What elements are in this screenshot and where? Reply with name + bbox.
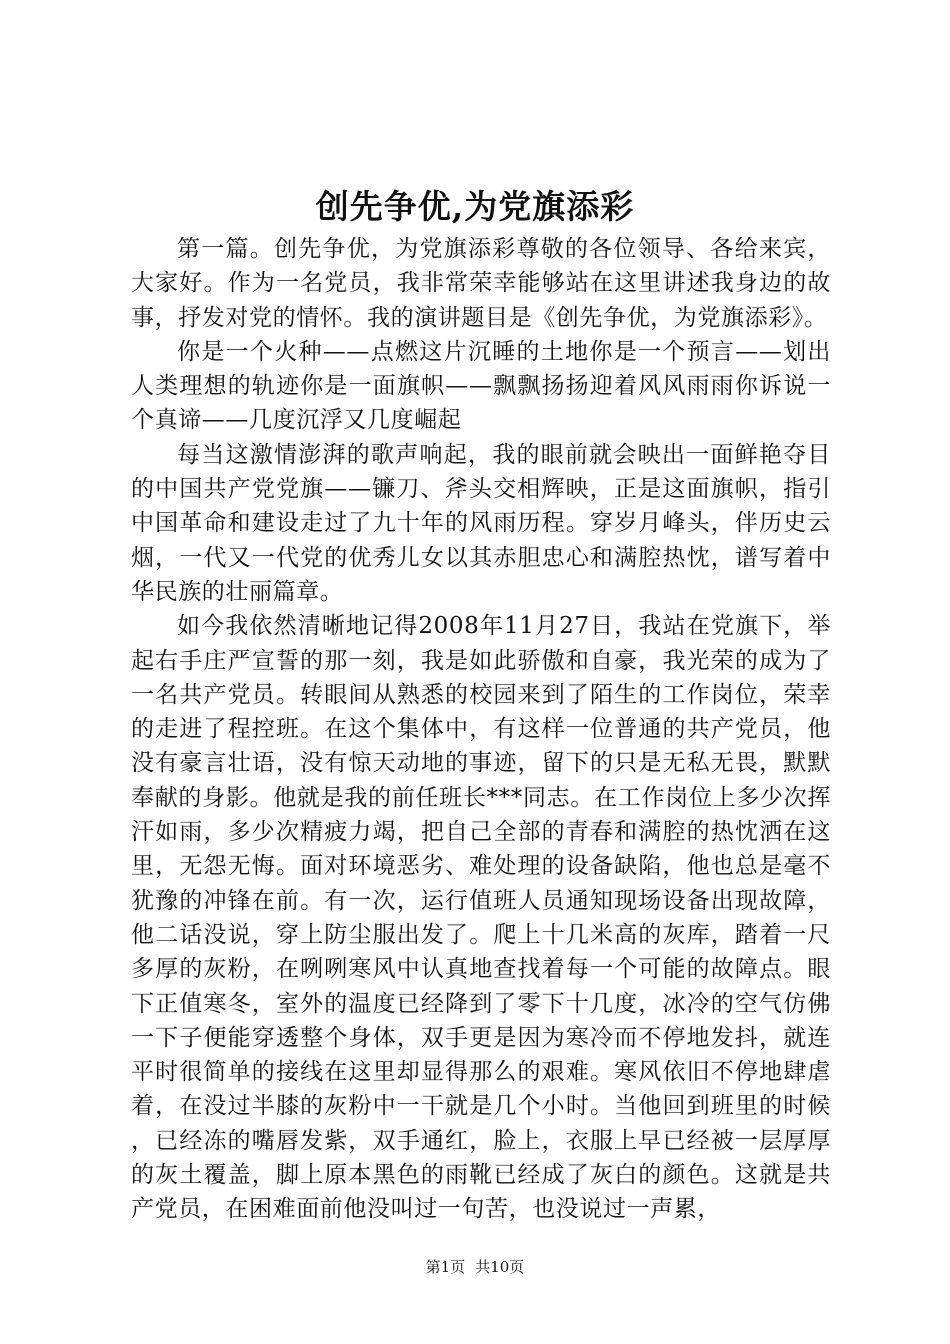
paragraph: 每当这激情澎湃的歌声响起，我的眼前就会映出一面鲜艳夺目的中国共产党党旗——镰刀、斧头交相辉映，正是这面旗帜，指引中国革命和建设走过了九十年的风雨历程。穿岁月峰头，伴历史云烟，一代又一代党的优秀儿女以其赤胆忠心和满腔热忱，谱写着中华民族的壮丽篇章。 xyxy=(131,441,831,605)
page-total: 共10页 xyxy=(475,1258,525,1276)
document-title: 创先争优,为党旗添彩 xyxy=(315,187,635,226)
page-number: 第1页 xyxy=(425,1258,466,1276)
page-footer xyxy=(0,1256,950,1278)
document-body xyxy=(131,232,831,1227)
paragraph: 如今我依然清晰地记得2008年11月27日，我站在党旗下，举起右手庄严宣誓的那一刻，我是如此骄傲和自豪，我光荣的成为了一名共产党员。转眼间从熟悉的校园来到了陌生的工作岗位，荣幸的走进了程控班。在这个集体中，有这样一位普通的共产党员，他没有豪言壮语，没有惊天动地的事迹，留下的只是无私无畏，默默奉献的身影。他就是我的前任班长***同志。在工作岗位上多少次挥汗如雨，多少次精疲力竭，把自己全部的青春和满腔的热忱洒在这里，无怨无悔。面对环境恶劣、难处理的设备缺陷，他也总是毫不犹豫的冲锋在前。有一次，运行值班人员通知现场设备出现故障，他二话没说，穿上防尘服出发了。爬上十几米高的灰库，踏着一尺多厚的灰粉，在咧咧寒风中认真地查找着每一个可能的故障点。眼下正值寒冬，室外的温度已经降到了零下十几度，冰冷的空气仿佛一下子便能穿透整个身体，双手更是因为寒冷而不停地发抖，就连平时很简单的接线在这里却显得那么的艰难。寒风依旧不停地肆虐着，在没过半膝的灰粉中一干就是几个小时。当他回到班里的时候，已经冻的嘴唇发紫，双手通红，脸上，衣服上早已经被一层厚厚的灰土覆盖，脚上原本黑色的雨靴已经成了灰白的颜色。这就是共产党员，在困难面前他没叫过一句苦，也没说过一声累， xyxy=(131,613,831,1223)
paragraph: 你是一个火种——点燃这片沉睡的土地你是一个预言——划出人类理想的轨迹你是一面旗帜——飘飘扬扬迎着风风雨雨你诉说一个真谛——几度沉浮又几度崛起 xyxy=(131,338,831,434)
paragraph: 第一篇。创先争优，为党旗添彩尊敬的各位领导、各给来宾，大家好。作为一名党员，我非常荣幸能够站在这里讲述我身边的故事，抒发对党的情怀。我的演讲题目是《创先争优，为党旗添彩》。 xyxy=(131,236,831,331)
